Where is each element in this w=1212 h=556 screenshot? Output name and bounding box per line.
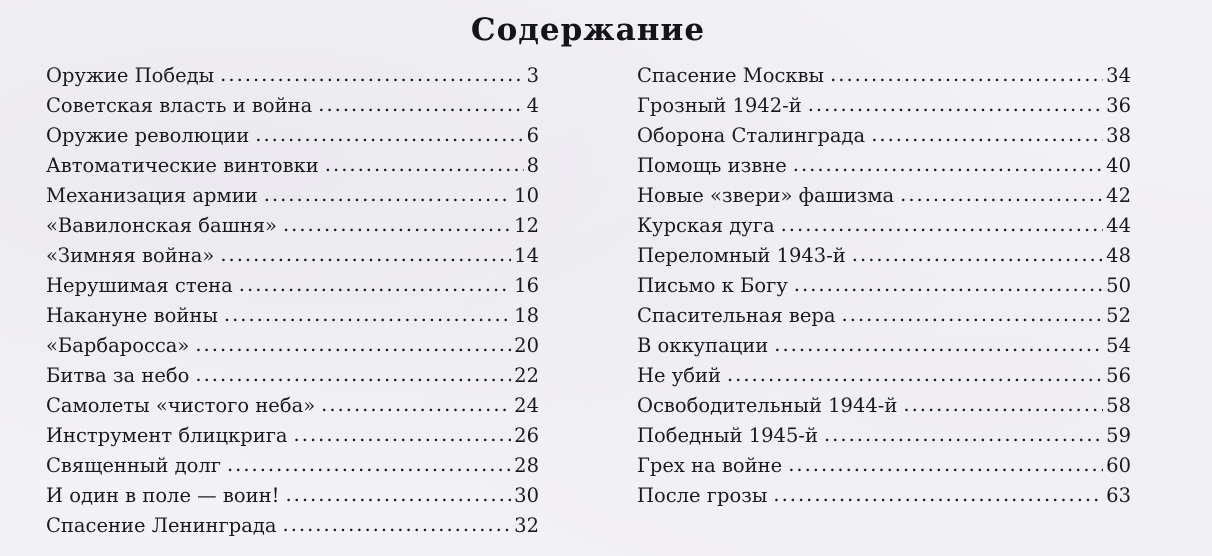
dot-leader [808,90,1103,120]
toc-entry [46,391,539,421]
toc-entry-page-number: 54 [1106,334,1131,357]
toc-entry-page-number: 10 [514,184,539,207]
toc-entry-title: После грозы [637,484,768,507]
toc-entry-title: Священный долг [46,454,221,477]
dot-leader [239,270,511,300]
toc-entry [637,421,1131,451]
toc-entry-title: Грех на войне [637,454,783,477]
toc-entry [637,91,1131,121]
toc-entry-title: Новые «звери» фашизма [637,184,895,207]
toc-entry-title: В оккупации [637,334,769,357]
toc-entry-title: Спасение Ленинграда [46,514,277,537]
toc-entry-title: «Барбаросса» [46,334,190,357]
toc-entry-page-number: 44 [1106,214,1131,237]
toc-entry [637,361,1131,391]
dot-leader [195,360,511,390]
toc-entry-page-number: 12 [514,214,539,237]
toc-entry [637,271,1131,301]
dot-leader [195,330,511,360]
toc-entry-title: Автоматические винтовки [46,154,319,177]
toc-entry [46,91,539,121]
toc-entry-title: Победный 1945-й [637,424,818,447]
dot-leader [220,60,523,90]
toc-entry-page-number: 59 [1106,424,1131,447]
dot-leader [903,390,1103,420]
toc-entry-page-number: 3 [526,64,539,87]
toc-entry-page-number: 42 [1106,184,1131,207]
dot-leader [227,450,511,480]
toc-entry-title: Переломный 1943-й [637,244,846,267]
toc-entry-title: И один в поле — воин! [46,484,280,507]
toc-entry-title: Нерушимая стена [46,274,233,297]
dot-leader [773,480,1103,510]
toc-entry-title: Оборона Сталинграда [637,124,866,147]
toc-entry [637,331,1131,361]
toc-entry-page-number: 60 [1106,454,1131,477]
toc-entry-title: Грозный 1942-й [637,94,802,117]
toc-entry-page-number: 18 [514,304,539,327]
page-title: Содержание [470,12,706,48]
dot-leader [220,240,511,270]
toc-entry-title: Оружие революции [46,124,250,147]
toc-entry-page-number: 22 [514,364,539,387]
dot-leader [255,120,523,150]
dot-leader [830,60,1103,90]
toc-entry [46,481,539,511]
toc-entry-page-number: 16 [514,274,539,297]
dot-leader [788,450,1103,480]
toc-entry-title: Накануне войны [46,304,218,327]
toc-entry [46,241,539,271]
toc-entry-page-number: 63 [1106,484,1131,507]
toc-entry [46,451,539,481]
toc-entry-page-number: 36 [1106,94,1131,117]
toc-entry-page-number: 30 [514,484,539,507]
toc-entry-title: «Зимняя война» [46,244,215,267]
dot-leader [852,240,1103,270]
toc-entry-page-number: 8 [526,154,539,177]
dot-leader [318,90,523,120]
toc-entry-title: Самолеты «чистого неба» [46,394,316,417]
dot-leader [774,330,1103,360]
toc-entry-page-number: 38 [1106,124,1131,147]
toc-entry [637,211,1131,241]
toc-entry-page-number: 14 [514,244,539,267]
dot-leader [871,120,1103,150]
dot-leader [285,480,511,510]
toc-entry-title: Не убий [637,364,721,387]
toc-entry-title: «Вавилонская башня» [46,214,277,237]
toc-entry-page-number: 6 [526,124,539,147]
toc-entry-page-number: 40 [1106,154,1131,177]
toc-entry [46,61,539,91]
toc-entry-page-number: 32 [514,514,539,537]
toc-entry [46,301,539,331]
toc-entry [46,211,539,241]
toc-entry [637,61,1131,91]
toc-entry [46,511,539,541]
dot-leader [781,210,1104,240]
toc-entry-page-number: 34 [1106,64,1131,87]
toc-entry [637,451,1131,481]
toc-entry [637,481,1131,511]
toc-entry-title: Битва за небо [46,364,190,387]
toc-entry-page-number: 56 [1106,364,1131,387]
toc-entry [637,121,1131,151]
dot-leader [793,150,1103,180]
toc-entry-title: Спасение Москвы [637,64,825,87]
dot-leader [842,300,1104,330]
toc-entry [637,181,1131,211]
toc-entry-title: Письмо к Богу [637,274,788,297]
toc-entry [46,121,539,151]
toc-entry [46,331,539,361]
dot-leader [824,420,1103,450]
dot-leader [325,150,524,180]
toc-entry [46,151,539,181]
toc-entry-title: Спасительная вера [637,304,836,327]
toc-left-column [46,61,539,541]
toc-entry-page-number: 48 [1106,244,1131,267]
toc-entry [46,421,539,451]
toc-entry-page-number: 4 [526,94,539,117]
dot-leader [283,210,511,240]
dot-leader [294,420,512,450]
toc-entry-page-number: 20 [514,334,539,357]
toc-entry [637,301,1131,331]
toc-entry [46,361,539,391]
toc-entry-title: Инструмент блицкрига [46,424,288,447]
toc-entry [46,181,539,211]
dot-leader [900,180,1103,210]
toc-entry [637,391,1131,421]
toc-entry-title: Помощь извне [637,154,787,177]
dot-leader [321,390,511,420]
toc-entry-title: Курская дуга [637,214,775,237]
toc-entry-page-number: 28 [514,454,539,477]
toc-entry-title: Советская власть и война [46,94,313,117]
dot-leader [224,300,511,330]
toc-entry [46,271,539,301]
dot-leader [794,270,1103,300]
dot-leader [727,360,1103,390]
toc-entry-page-number: 50 [1106,274,1131,297]
toc-entry-title: Механизация армии [46,184,258,207]
toc-entry-page-number: 52 [1106,304,1131,327]
toc-entry-page-number: 26 [514,424,539,447]
toc-entry-page-number: 24 [514,394,539,417]
toc-entry-title: Освободительный 1944-й [637,394,898,417]
toc-right-column [637,61,1131,511]
dot-leader [283,510,512,540]
toc-entry-page-number: 58 [1106,394,1131,417]
dot-leader [264,180,511,210]
toc-entry [637,151,1131,181]
toc-entry [637,241,1131,271]
toc-entry-title: Оружие Победы [46,64,215,87]
